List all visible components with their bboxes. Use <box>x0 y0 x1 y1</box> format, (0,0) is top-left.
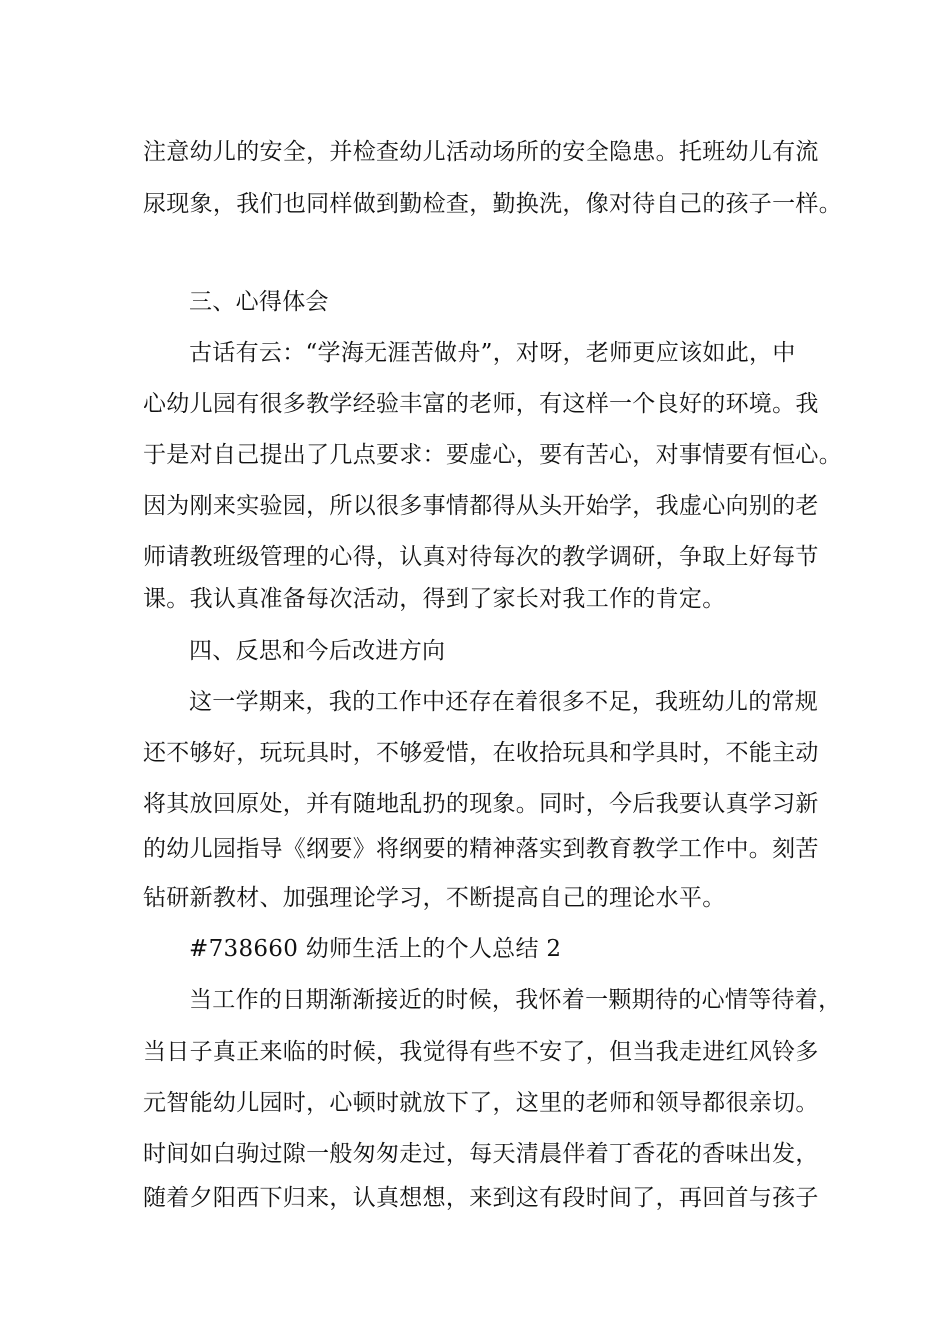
paragraph-line: 随着夕阳西下归来，认真想想，来到这有段时间了，再回首与孩子 <box>143 1185 819 1211</box>
paragraph-line: 钻研新教材、加强理论学习，不断提高自己的理论水平。 <box>143 885 726 911</box>
paragraph-line: 尿现象，我们也同样做到勤检查，勤换洗，像对待自己的孩子一样。 <box>143 191 842 217</box>
paragraph-line: 的幼儿园指导《纲要》将纲要的精神落实到教育教学工作中。刻苦 <box>143 836 819 862</box>
paragraph-line: 课。我认真准备每次活动，得到了家长对我工作的肯定。 <box>143 586 726 612</box>
paragraph-line: 注意幼儿的安全，并检查幼儿活动场所的安全隐患。托班幼儿有流 <box>143 139 819 165</box>
section-heading-4: 四、反思和今后改进方向 <box>189 638 446 664</box>
paragraph-line: 古话有云：“学海无涯苦做舟”，对呀，老师更应该如此，中 <box>189 340 796 366</box>
paragraph-line: 因为刚来实验园，所以很多事情都得从头开始学，我虚心向别的老 <box>143 493 819 519</box>
paragraph-line: 元智能幼儿园时，心顿时就放下了，这里的老师和领导都很亲切。 <box>143 1090 819 1116</box>
paragraph-line: 心幼儿园有很多教学经验丰富的老师，有这样一个良好的环境。我 <box>143 391 819 417</box>
paragraph-line: 这一学期来，我的工作中还存在着很多不足，我班幼儿的常规 <box>189 689 819 715</box>
paragraph-line: 于是对自己提出了几点要求：要虚心，要有苦心，对事情要有恒心。 <box>143 442 842 468</box>
paragraph-line: 当工作的日期渐渐接近的时候，我怀着一颗期待的心情等待着， <box>189 987 842 1013</box>
paragraph-line: 时间如白驹过隙一般匆匆走过，每天清晨伴着丁香花的香味出发， <box>143 1141 819 1167</box>
paragraph-line: 当日子真正来临的时候，我觉得有些不安了，但当我走进红风铃多 <box>143 1039 819 1065</box>
section-heading-3: 三、心得体会 <box>189 289 329 315</box>
paragraph-line: 还不够好，玩玩具时，不够爱惜，在收拾玩具和学具时，不能主动 <box>143 740 819 766</box>
section-heading-5: #738660 幼师生活上的个人总结 2 <box>189 936 562 962</box>
paragraph-line: 师请教班级管理的心得，认真对待每次的教学调研，争取上好每节 <box>143 544 819 570</box>
paragraph-line: 将其放回原处，并有随地乱扔的现象。同时，今后我要认真学习新 <box>143 791 819 817</box>
